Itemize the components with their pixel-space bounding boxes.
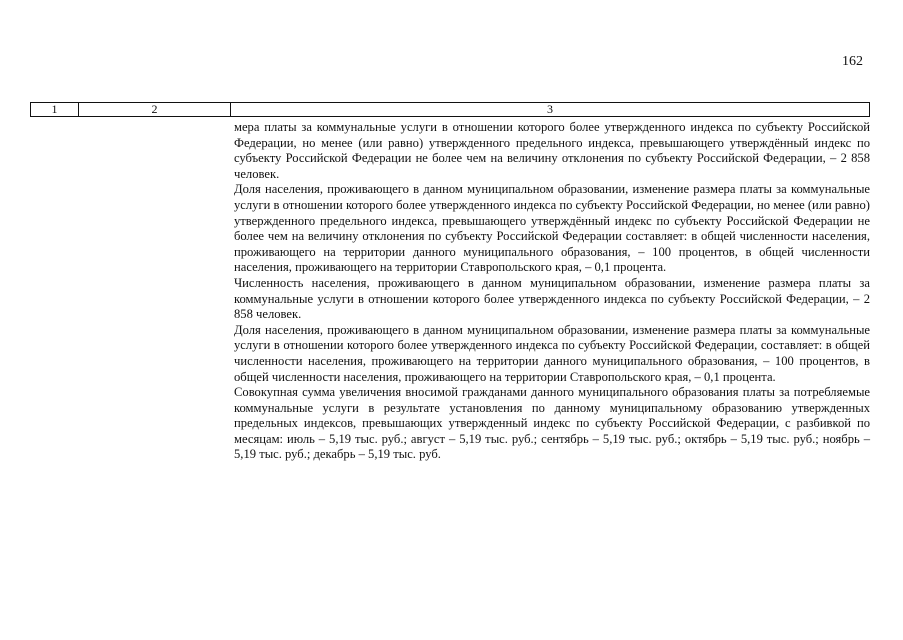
column-header-1: 1 [31, 103, 79, 116]
paragraph-share-population: Доля населения, проживающего в данном муниципальном образовании, изменение размера платы за коммунальные услуги в отношении которого более утвержденного индекса по субъекту Российской Федерации, составляет: в общей численности населения, проживающего на территории данного муниципального образования, – 100 процентов, в общей численности населения, проживающего на территории Ставропольского края, – 0,1 процента. [234, 322, 870, 384]
column-header-3: 3 [547, 102, 553, 116]
paragraph-population-count: Численность населения, проживающего в данном муниципальном образовании, изменение размера платы за коммунальные услуги в отношении которого более утвержденного индекса по субъекту Российской Федерации, – 2 858 человек. [234, 275, 870, 322]
paragraph-monthly-increase: Совокупная сумма увеличения вносимой гражданами данного муниципального образования платы за потребляемые коммунальные услуги в результате установления по данному муниципальному образованию утвержденных предельных индексов, превышающих утвержденный индекс по субъекту Российской Федерации, с разбивкой по месяцам: июль – 5,19 тыс. руб.; август – 5,19 тыс. руб.; сентябрь – 5,19 тыс. руб.; октябрь – 5,19 тыс. руб.; ноябрь – 5,19 тыс. руб.; декабрь – 5,19 тыс. руб. [234, 385, 870, 462]
table-column-3-content [234, 120, 870, 463]
column-header-2: 2 [79, 103, 231, 116]
table-column-header-row [30, 102, 870, 117]
paragraph-continuation: мера платы за коммунальные услуги в отношении которого более утвержденного индекса по субъекту Российской Федерации, но менее (или равно) утвержденного предельного индекса, превышающего утверждённый индекс по субъекту Российской Федерации не более чем на величину отклонения по субъекту Российской Федерации, – 2 858 человек. [234, 120, 870, 181]
paragraph-share-above-index: Доля населения, проживающего в данном муниципальном образовании, изменение размера платы за коммунальные услуги в отношении которого более утвержденного индекса по субъекту Российской Федерации, но менее (или равно) утвержденного предельного индекса, превышающего утверждённый индекс по субъекту Российской Федерации не более чем на величину отклонения по субъекту Российской Федерации составляет: в общей численности населения, проживающего на территории данного муниципального образования, – 100 процентов, в общей численности населения, проживающего на территории Ставропольского края, – 0,1 процента. [234, 182, 870, 275]
page-number: 162 [842, 54, 863, 69]
